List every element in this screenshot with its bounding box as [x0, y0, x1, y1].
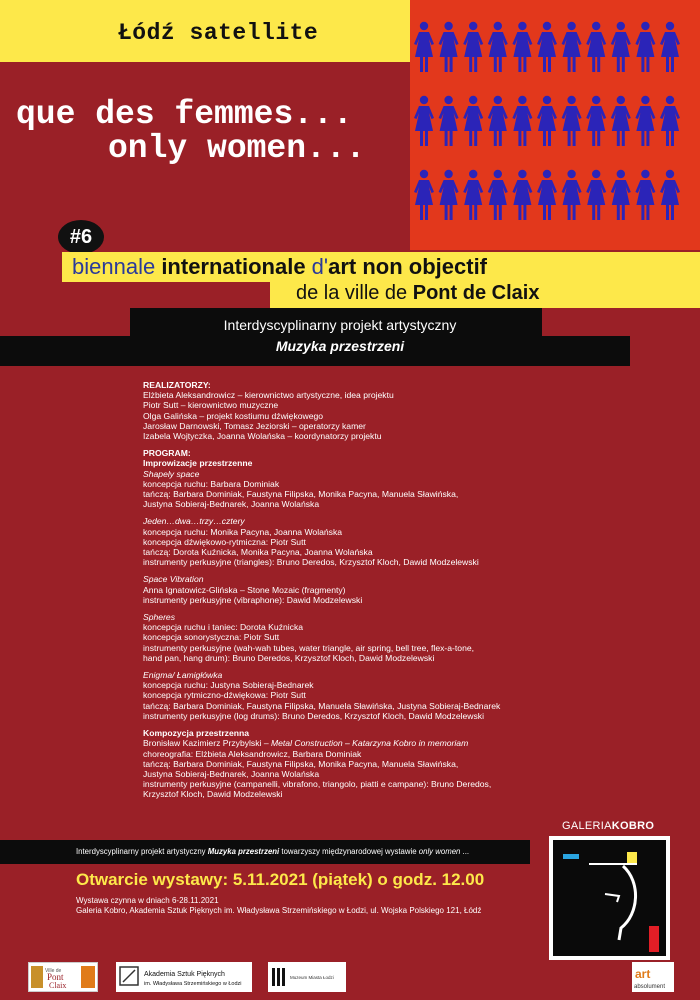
venue-dates: Wystawa czynna w dniach 6-28.11.2021: [76, 896, 219, 905]
credit-line: Elżbieta Aleksandrowicz – kierownictwo artystyczne, idea projektu: [143, 390, 394, 401]
woman-figure-icon: [439, 22, 459, 72]
woman-figure-icon: [488, 96, 508, 146]
svg-text:Akademia Sztuk Pięknych: Akademia Sztuk Pięknych: [144, 971, 225, 978]
credit-line: Anna Ignatowicz-Glińska – Stone Mozaic (fragmenty): [143, 584, 346, 595]
credit-line: instrumenty perkusyjne (wah-wah tubes, water triangle, air spring, bell tree, flex-a-tone,: [143, 642, 475, 653]
credit-line: koncepcja sonorystyczna: Piotr Sutt: [143, 632, 280, 643]
program-heading: PROGRAM:: [143, 448, 191, 459]
woman-figure-icon: [488, 170, 508, 220]
woman-figure-icon: [586, 96, 606, 146]
pont-de-claix-logo: [28, 962, 98, 992]
credit-line: tańczą: Barbara Dominiak, Faustyna Filipska, Manuela Sławińska, Justyna Sobieraj-Bednarek: [143, 700, 501, 711]
woman-figure-icon: [660, 22, 680, 72]
woman-figure-icon: [439, 170, 459, 220]
woman-figure-icon: [463, 170, 483, 220]
kompozycja-heading: Kompozycja przestrzenna: [143, 728, 250, 739]
woman-figure-icon: [537, 22, 557, 72]
venue-address: Galeria Kobro, Akademia Sztuk Pięknych im. Władysława Strzemińskiego w Łodzi, ul. Wojska Polskiego 121, Łódź: [76, 906, 482, 915]
galeria-kobro-logo: [549, 836, 670, 960]
edition-badge: #6: [58, 220, 104, 254]
jeden-list: [143, 527, 563, 568]
woman-figure-icon: [660, 96, 680, 146]
svg-text:Ville de: Ville de: [45, 968, 62, 974]
svg-text:Muzeum Miasta Łodzi: Muzeum Miasta Łodzi: [290, 975, 334, 980]
credit-line: koncepcja ruchu: Monika Pacyna, Joanna Wolańska: [143, 526, 343, 537]
woman-figure-icon: [414, 22, 434, 72]
woman-figure-icon: [488, 22, 508, 72]
woman-figure-icon: [660, 170, 680, 220]
woman-figure-icon: [635, 170, 655, 220]
credit-line: choreografia: Elżbieta Aleksandrowicz, Barbara Dominiak: [143, 748, 362, 759]
woman-figure-icon: [586, 22, 606, 72]
woman-figure-icon: [439, 96, 459, 146]
woman-figure-icon: [463, 22, 483, 72]
city-title: Łódź satellite: [118, 20, 319, 46]
woman-figure-icon: [562, 22, 582, 72]
credit-line: koncepcja ruchu: Justyna Sobieraj-Bednarek: [143, 680, 314, 691]
woman-figure-icon: [586, 170, 606, 220]
realizatorzy-heading: REALIZATORZY:: [143, 380, 211, 390]
svg-text:Claix: Claix: [49, 981, 67, 990]
credit-line: tańczą: Dorota Kuźnicka, Monika Pacyna, Joanna Wolańska: [143, 547, 373, 558]
museum-logo: [268, 962, 346, 992]
spheres-title: Spheres: [143, 612, 176, 623]
biennale-line-2: de la ville de Pont de Claix: [296, 282, 540, 304]
title-line-1: que des femmes...: [16, 96, 353, 133]
credit-line: Jarosław Darnowski, Tomasz Jeziorski – operatorzy kamer: [143, 420, 366, 431]
woman-figure-icon: [611, 170, 631, 220]
credit-line: Piotr Sutt – kierownictwo muzyczne: [143, 400, 279, 411]
asp-lodz-logo: [116, 962, 252, 992]
shapely-list: [143, 479, 563, 510]
credits-block: [143, 380, 563, 800]
women-figures-panel: [410, 0, 700, 250]
woman-figure-icon: [562, 170, 582, 220]
space-list: [143, 585, 563, 605]
credit-line: Olga Galińska – projekt kostiumu dźwiękowego: [143, 410, 324, 421]
credit-line: koncepcja rytmiczno-dźwiękowa: Piotr Sutt: [143, 690, 306, 701]
woman-figure-icon: [611, 22, 631, 72]
credit-line: Justyna Sobieraj-Bednarek, Joanna Wolańska: [143, 499, 320, 510]
credit-line: koncepcja ruchu: Barbara Dominiak: [143, 478, 280, 489]
opening-date: Otwarcie wystawy: 5.11.2021 (piątek) o godz. 12.00: [76, 870, 485, 889]
credit-line: instrumenty perkusyjne (campanelli, vibrafono, triangolo, piatti e campane): Bruno Deredos,: [143, 779, 492, 790]
credit-line: instrumenty perkusyjne (triangles): Bruno Deredos, Krzysztof Kloch, Dawid Modzelewski: [143, 557, 479, 568]
svg-text:art: art: [635, 967, 651, 981]
woman-figure-icon: [562, 96, 582, 146]
woman-figure-icon: [537, 170, 557, 220]
credit-line: Izabela Wojtyczka, Joanna Wolańska – koordynatorzy projektu: [143, 431, 382, 442]
woman-figure-icon: [414, 96, 434, 146]
kompozycja-author-line: Bronisław Kazimierz Przybylski – Metal Construction – Katarzyna Kobro in memoriam: [143, 738, 469, 749]
woman-figure-icon: [512, 96, 532, 146]
realizatorzy-list: [143, 390, 563, 441]
woman-figure-icon: [463, 96, 483, 146]
galeria-kobro-label: GALERIAKOBRO: [562, 820, 655, 832]
title-line-2: only women...: [108, 130, 366, 167]
info-strip-text: Interdyscyplinarny projekt artystyczny Muzyka przestrzeni towarzyszy międzynarodowej wystawie only women ...: [76, 847, 470, 856]
project-title: Muzyka przestrzeni: [275, 338, 405, 354]
woman-figure-icon: [537, 96, 557, 146]
credit-line: instrumenty perkusyjne (log drums): Bruno Deredos, Krzysztof Kloch, Dawid Modzelewski: [143, 710, 485, 721]
credit-line: Krzysztof Kloch, Dawid Modzelewski: [143, 789, 283, 800]
woman-figure-icon: [512, 170, 532, 220]
woman-figure-icon: [512, 22, 532, 72]
woman-figure-icon: [635, 22, 655, 72]
enigma-list: [143, 680, 563, 721]
jeden-title: Jeden…dwa…trzy…cztery: [143, 516, 245, 527]
art-absolument-logo: [632, 962, 674, 992]
venue-info: [76, 896, 481, 916]
spheres-list: [143, 622, 563, 663]
svg-text:im. Władysława Strzemińskiego: im. Władysława Strzemińskiego w Łodzi: [144, 981, 242, 987]
woman-figure-icon: [611, 96, 631, 146]
credit-line: instrumenty perkusyjne (vibraphone): Dawid Modzelewski: [143, 594, 363, 605]
woman-figure-icon: [635, 96, 655, 146]
credit-line: hand pan, hang drum): Bruno Deredos, Krzysztof Kloch, Dawid Modzelewski: [143, 652, 435, 663]
enigma-title: Enigma/ Łamigłówka: [143, 670, 223, 681]
shapely-title: Shapely space: [143, 468, 200, 479]
space-title: Space Vibration: [143, 574, 204, 585]
biennale-line-1: biennale internationale d'art non objectif: [72, 254, 488, 279]
svg-text:absolument: absolument: [634, 984, 666, 990]
credit-line: koncepcja ruchu i taniec: Dorota Kuźnicka: [143, 622, 304, 633]
kompozycja-list: [143, 749, 563, 800]
women-figures-graphic: [410, 0, 700, 250]
improv-heading: Improwizacje przestrzenne: [143, 458, 253, 469]
svg-text:Pont: Pont: [47, 972, 64, 982]
woman-figure-icon: [414, 170, 434, 220]
credit-line: tańczą: Barbara Dominiak, Faustyna Filipska, Monika Pacyna, Manuela Sławińska,: [143, 758, 459, 769]
project-subtitle: Interdyscyplinarny projekt artystyczny: [223, 317, 457, 333]
credit-line: tańczą: Barbara Dominiak, Faustyna Filipska, Monika Pacyna, Manuela Sławińska,: [143, 489, 459, 500]
credit-line: Justyna Sobieraj-Bednarek, Joanna Wolańska: [143, 768, 320, 779]
credit-line: koncepcja dźwiękowo-rytmiczna: Piotr Sutt: [143, 536, 306, 547]
